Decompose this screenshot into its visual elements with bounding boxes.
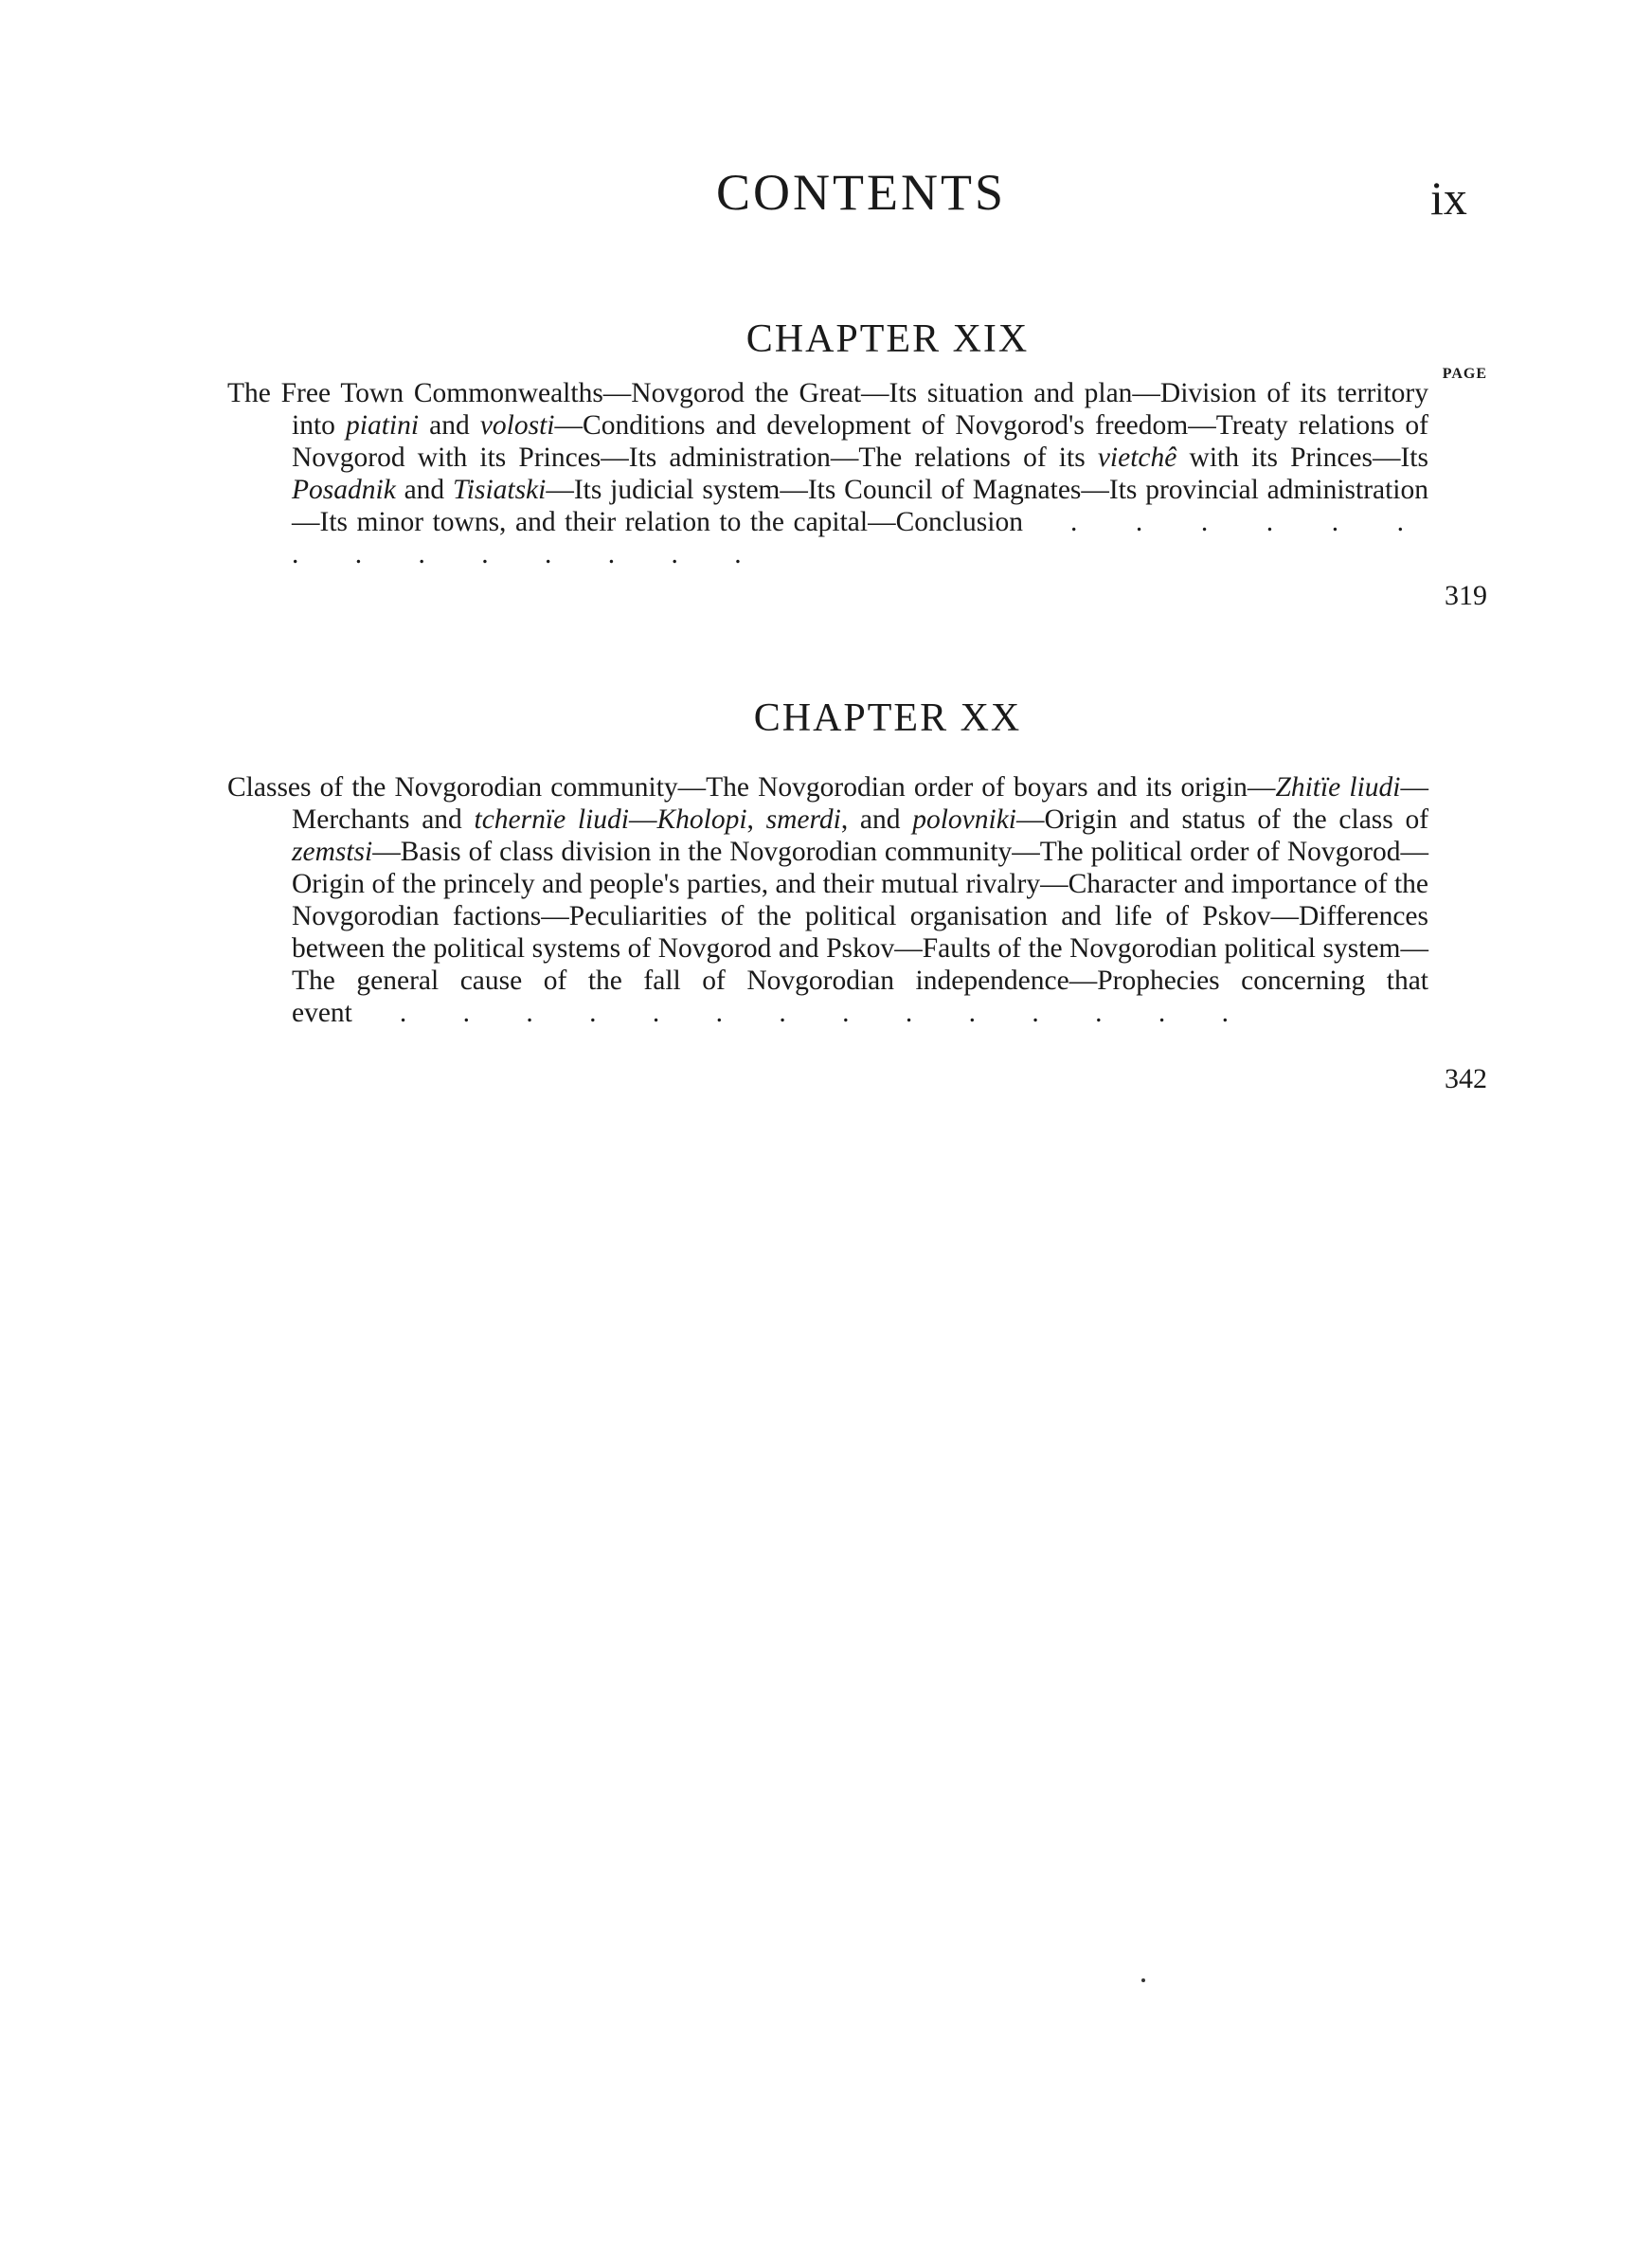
chapter-heading: CHAPTER XIX xyxy=(745,317,1030,361)
chapter-heading: CHAPTER XX xyxy=(753,696,1022,740)
page-title: CONTENTS xyxy=(716,164,1006,221)
summary-text: and xyxy=(419,410,480,441)
summary-text: —Conditions and development of Novgorod's freedom—Treaty relations of Novgorod with its Princes—Its administration—The relations of its xyxy=(292,410,1429,473)
page-column-label: PAGE xyxy=(1442,366,1487,382)
chapter-summary xyxy=(227,771,1429,1029)
chapter-page-number: 319 xyxy=(1445,580,1487,611)
italic-term: piatini xyxy=(346,410,420,441)
italic-term: zemstsi xyxy=(292,837,373,867)
summary-text: —Basis of class division in the Novgorodian community—The political order of Novgorod—Origin of the princely and people's parties, and their mutual rivalry—Character and importance of the Novgorodian factions—Peculiarities of the political organisation and life of Pskov—Differences between the political systems of Novgorod and Pskov—Faults of the Novgorodian political system—The general cause of the fall of Novgorodian independence—Prophecies concerning that event xyxy=(292,837,1428,1028)
italic-term: smerdi xyxy=(765,804,841,835)
summary-text: with its Princes—Its xyxy=(1176,442,1428,473)
summary-text: The Free Town Commonwealths—Novgorod the Great—Its situation and plan—Division of its territory into xyxy=(227,378,1428,441)
italic-term: Zhitïe liudi xyxy=(1275,772,1401,803)
summary-text: , and xyxy=(840,804,913,835)
italic-term: vietchê xyxy=(1097,442,1177,473)
summary-text: —Origin and status of the class of xyxy=(1016,804,1429,835)
dot-leaders: . . . . . . . . . . . . . . xyxy=(292,507,1428,569)
summary-text: —Its judicial system—Its Council of Magnates—Its provincial administration—Its minor towns, and their relation to the capital—Conclusion xyxy=(292,475,1429,537)
summary-text: —Merchants and xyxy=(292,772,1428,835)
italic-term: Posadnik xyxy=(292,475,396,505)
chapter-summary xyxy=(227,377,1429,570)
summary-text: and xyxy=(395,475,453,505)
chapter-xx-section xyxy=(227,692,1487,1094)
italic-term: tchernïe liudi xyxy=(474,804,629,835)
italic-term: volosti xyxy=(479,410,555,441)
running-head xyxy=(0,159,1652,226)
summary-text: , xyxy=(746,804,766,835)
dot-leaders: . . . . . . . . . . . . . . xyxy=(399,998,1254,1028)
italic-term: Tisiatski xyxy=(452,475,547,505)
chapter-page-number: 342 xyxy=(1445,1063,1487,1094)
summary-text: — xyxy=(628,804,657,835)
summary-text: Classes of the Novgorodian community—The Novgorodian order of boyars and its origin— xyxy=(227,772,1276,803)
chapter-xix-section xyxy=(227,313,1487,611)
italic-term: polovniki xyxy=(912,804,1016,835)
stray-mark xyxy=(1141,1978,1145,1982)
page-folio: ix xyxy=(1430,172,1467,225)
italic-term: Kholopi xyxy=(656,804,747,835)
